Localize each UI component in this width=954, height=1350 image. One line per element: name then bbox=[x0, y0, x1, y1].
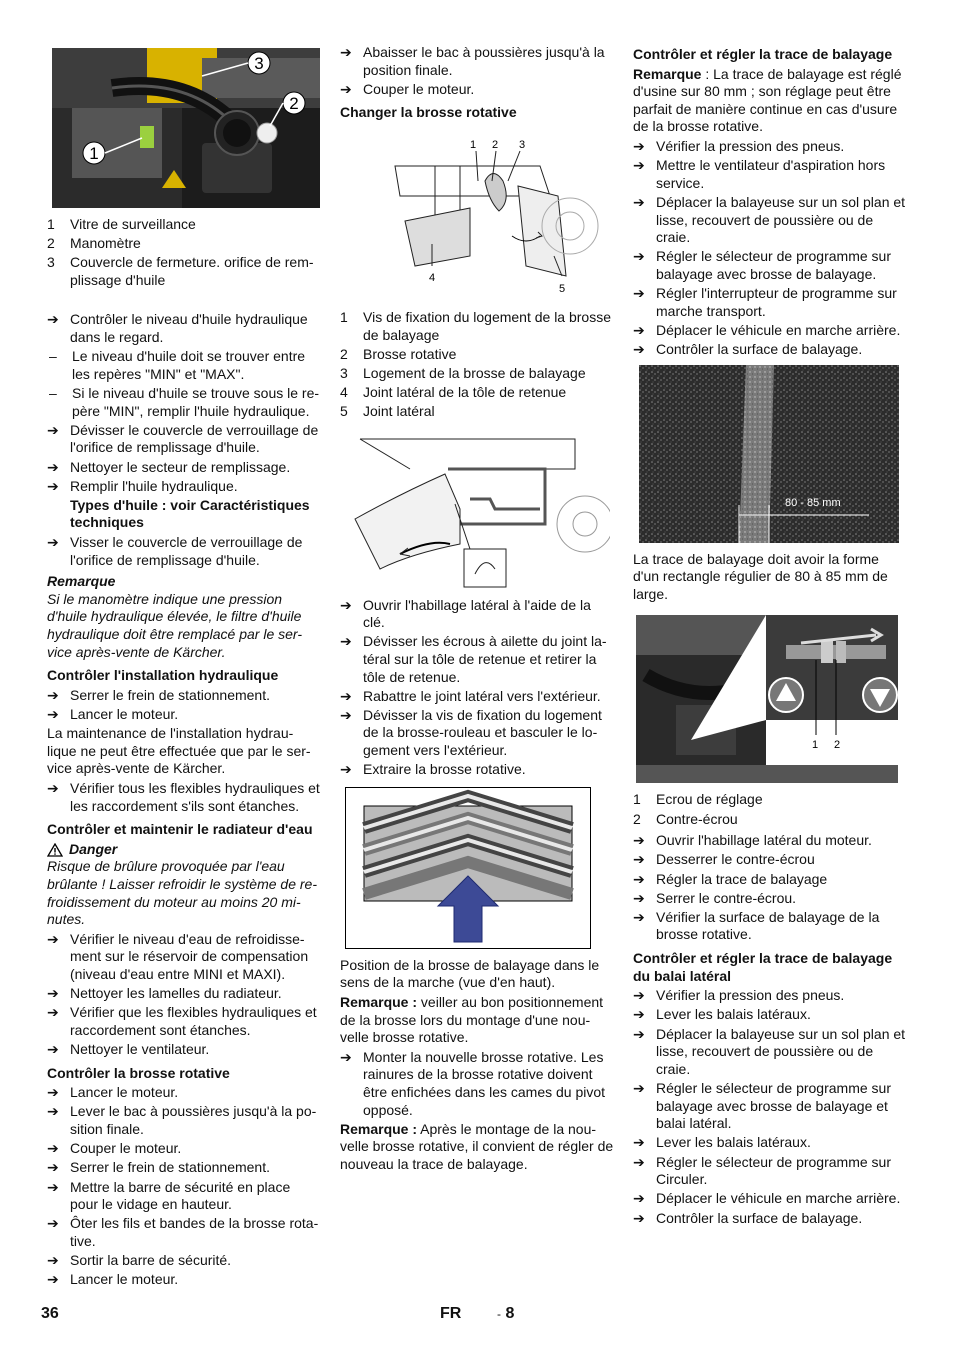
arrow-icon: ➔ bbox=[47, 1159, 59, 1176]
arrow-icon: ➔ bbox=[47, 1178, 59, 1195]
arrow-icon: ➔ bbox=[47, 1271, 59, 1288]
heading-radiator: Contrôler et maintenir le radiateur d'eau bbox=[47, 821, 313, 838]
callout-1: 1 bbox=[89, 144, 99, 163]
legend-fig1: 1 Vitre de surveillance 2 Manomètre 3 Couvercle de fermeture. orifice de rem-plissage d'huile bbox=[47, 216, 314, 288]
steps-radiator: ➔ Vérifier le niveau d'eau de refroidisse-ment sur le réservoir de compensation (niveau d'eau entre MINI et MAXI). ➔ Nettoyer les lamelles du radiateur. ➔ Vérifier que les flexibles hydrauliques et raccordement sont étanches. ➔ Nettoyer le ventilateur. bbox=[47, 930, 317, 1058]
arrow-icon: ➔ bbox=[340, 761, 352, 778]
callout-2: 2 bbox=[289, 94, 299, 113]
arrow-icon: ➔ bbox=[340, 1048, 352, 1065]
arrow-icon: ➔ bbox=[47, 1252, 59, 1269]
arrow-icon: ➔ bbox=[633, 908, 645, 925]
arrow-icon: ➔ bbox=[47, 930, 59, 947]
arrow-icon: ➔ bbox=[47, 1215, 59, 1232]
arrow-icon: ➔ bbox=[633, 248, 645, 265]
arrow-icon: ➔ bbox=[47, 1084, 59, 1101]
legend-brush: 1 Vis de fixation du logement de la brosse de balayage 2 Brosse rotative 3 Logement de la brosse de balayage 4 Joint latéral de la tôle de retenue 5 Joint latéral bbox=[340, 308, 612, 419]
column-left: 3 2 1 1 Vitre de surveillance 2 Manomètre 3 Couvercle de fermeture. orifice de rem-plissage d'huile ➔ Contrôler le niveau d'huile hydraulique dans le regard. – Le niveau d'huile doit se trouver entre les repères "MIN" et "MAX". – Si le niveau d'huile se trouve sous le re-père "MIN", remplir l'huile hydraulique. ➔ Dévisser le couvercle de verrouillage de l'orifice de remplissage d'huile. ➔ Nettoyer le secteur de remplissage. ➔ Remplir l'huile hydraulique. Types d'huile : voir Caractéristiques techniques ➔ Visser le couvercle de verrouillage de l'orifice de remplissage d'huile. Remarque Si le manomètre indique une pression d'huile hydraulique élevée, le filtre d'huile hydraulique doit être remplacé par le ser-vice après-vente de Kärcher. Contrôler l'installation hydraulique ➔ Serrer le frein de stationnement. ➔ Lancer le moteur. La maintenance de l'installation hydrau-lique ne peut être effectuée que par le ser-vice après-vente de Kärcher. ➔ Vérifier tous les flexibles hydrauliques et les raccordement s'ils sont étanches. Contrôler et maintenir le radiateur d'eau Danger Risque de brûlure provoquée par l'eau brûlante ! Laisser refroidir le système de re-froidissement du moteur au moins 20 mi-nutes. ➔ Vérifier le niveau d'eau de refroidisse-ment sur le réservoir de compensation (niveau d'eau entre MINI et MAXI). ➔ Nettoyer les lamelles du radiateur. ➔ Vérifier que les flexibles hydrauliques et raccordement sont étanches. ➔ Nettoyer le ventilateur. Contrôler la brosse rotative ➔ Lancer le moteur. ➔ Lever le bac à poussières jusqu'à la po-sition finale. ➔ Couper le moteur. ➔ Serrer le frein de stationnement. ➔ Mettre la barre de sécurité en place pour le vidage en hauteur. ➔ Ôter les fils et bandes de la brosse rota-tive. ➔ Sortir la barre de sécurité. ➔ Lancer le moteur. bbox=[47, 44, 322, 1291]
arrow-icon: ➔ bbox=[340, 687, 352, 704]
steps-change-brush: ➔ Ouvrir l'habillage latéral à l'aide de la clé. ➔ Dévisser les écrous à ailette du joint la-téral sur la tôle de retenue et retirer la tôle de retenue. ➔ Rabattre le joint latéral vers l'extérieur. ➔ Dévisser la vis de fixation du logement de la brosse-rouleau et basculer le lo-gement vers l'extérieur. ➔ Extraire la brosse rotative. bbox=[340, 596, 607, 778]
arrow-icon: ➔ bbox=[47, 1140, 59, 1157]
steps-adjustment: ➔ Ouvrir l'habillage latéral du moteur. ➔ Desserrer le contre-écrou ➔ Régler la trace de balayage ➔ Serrer le contre-écrou. ➔ Vérifier la surface de balayage de la brosse rotative. bbox=[633, 832, 880, 943]
steps-oil: ➔ Contrôler le niveau d'huile hydraulique dans le regard. – Le niveau d'huile doit se trouver entre les repères "MIN" et "MAX". – Si le niveau d'huile se trouve sous le re-père "MIN", remplir l'huile hydraulique. ➔ Dévisser le couvercle de verrouillage de l'orifice de remplissage d'huile. ➔ Nettoyer le secteur de remplissage. ➔ Remplir l'huile hydraulique. bbox=[47, 311, 320, 494]
hydraulic-tank-photo bbox=[52, 48, 320, 208]
trace-remark: Remarque : La trace de balayage est réglé d'usine sur 80 mm ; son réglage peut être parfait de manière continue en cas d'usure de la brosse rotative. bbox=[633, 65, 902, 135]
arrow-icon: ➔ bbox=[633, 193, 645, 210]
column-right bbox=[633, 44, 908, 1229]
trace-width-label: 80 - 85 mm bbox=[785, 496, 841, 509]
brush-assembly-drawing bbox=[340, 126, 610, 301]
callout-3: 3 bbox=[254, 54, 264, 73]
arrow-icon: ➔ bbox=[633, 137, 645, 154]
danger-heading: Danger bbox=[47, 841, 322, 859]
arrow-icon: ➔ bbox=[633, 1025, 645, 1042]
heading-trace: Contrôler et régler la trace de balayage bbox=[633, 46, 893, 62]
fig-label-3: 3 bbox=[519, 138, 526, 151]
arrow-icon: ➔ bbox=[47, 1041, 59, 1058]
arrow-icon: ➔ bbox=[47, 985, 59, 1002]
arrow-icon: ➔ bbox=[47, 458, 59, 475]
arrow-icon: ➔ bbox=[340, 80, 352, 97]
arrow-icon: ➔ bbox=[633, 1080, 645, 1096]
legend-adjustment: 1 Ecrou de réglage 2 Contre-écrou bbox=[633, 791, 763, 827]
fig-label-1: 1 bbox=[470, 138, 477, 151]
language-code: FR bbox=[440, 1305, 462, 1322]
heading-side-brush: Contrôler et régler la trace de balayage du balai latéral bbox=[633, 950, 893, 984]
trace-paragraph: La trace de balayage doit avoir la forme d'un rectangle régulier de 80 à 85 mm de large. bbox=[633, 550, 888, 602]
side-panel-drawing bbox=[340, 429, 610, 589]
fig-label-2: 2 bbox=[492, 138, 499, 151]
page-footer bbox=[0, 1305, 954, 1329]
arrow-icon: ➔ bbox=[47, 477, 59, 494]
adj-label-1: 1 bbox=[812, 739, 819, 752]
arrow-icon: ➔ bbox=[47, 534, 59, 551]
arrow-icon: ➔ bbox=[633, 1190, 645, 1207]
warning-icon bbox=[47, 843, 63, 857]
arrow-icon: ➔ bbox=[340, 633, 352, 650]
remark-heading: Remarque bbox=[47, 573, 116, 590]
arrow-icon: ➔ bbox=[633, 321, 645, 338]
arrow-icon: ➔ bbox=[47, 686, 59, 703]
hydraulic-paragraph: La maintenance de l'installation hydrau-lique ne peut être effectuée que par le ser-vice après-vente de Kärcher. bbox=[47, 725, 311, 777]
arrow-icon: ➔ bbox=[633, 1134, 645, 1151]
heading-change-brush: Changer la brosse rotative bbox=[340, 104, 517, 121]
oil-types-note: Types d'huile : voir Caractéristiques techniques bbox=[70, 496, 310, 531]
remark-2: Remarque : Après le montage de la nou-velle brosse rotative, il convient de régler de nouveau la trace de balayage. bbox=[340, 1120, 614, 1172]
steps-side-brush: ➔ Vérifier la pression des pneus. ➔ Lever les balais latéraux. ➔ Déplacer la balayeuse sur un sol plan et lisse, recouvert de poussière ou de craie. ➔ Régler le sélecteur de programme sur balayage avec brosse de balayage et balai latéral. ➔ Lever les balais latéraux. ➔ Régler le sélecteur de programme sur Circuler. ➔ Déplacer le véhicule en marche arrière. ➔ Contrôler la surface de balayage. bbox=[633, 987, 906, 1226]
sweep-trace-photo bbox=[639, 365, 899, 543]
steps-trace: ➔ Vérifier la pression des pneus. ➔ Mettre le ventilateur d'aspiration hors service. ➔ Déplacer la balayeuse sur un sol plan et lisse, recouvert de poussière ou de craie. ➔ Régler le sélecteur de programme sur balayage avec brosse de balayage. ➔ Régler l'interrupteur de programme sur marche transport. ➔ Déplacer le véhicule en marche arrière. ➔ Contrôler la surface de balayage. bbox=[633, 137, 906, 358]
brush-orientation-diagram bbox=[345, 787, 591, 949]
arrow-icon: ➔ bbox=[340, 596, 352, 613]
arrow-icon: ➔ bbox=[47, 779, 59, 796]
arrow-icon: ➔ bbox=[633, 285, 645, 302]
remark-text: Si le manomètre indique une pression d'huile hydraulique élevée, le filtre d'huile hydraulique doit être remplacé par le ser-vice après-vente de Kärcher. bbox=[47, 590, 302, 660]
arrow-icon: ➔ bbox=[633, 1209, 645, 1226]
danger-text: Risque de brûlure provoquée par l'eau brûlante ! Laisser refroidir le système de re-froidissement du moteur au moins 20 mi-nutes. bbox=[47, 858, 317, 928]
arrow-icon: ➔ bbox=[47, 706, 59, 722]
arrow-icon: ➔ bbox=[340, 44, 352, 60]
page-number: 36 bbox=[41, 1305, 59, 1322]
arrow-icon: ➔ bbox=[633, 1006, 645, 1023]
heading-check-brush: Contrôler la brosse rotative bbox=[47, 1064, 230, 1081]
remark-1: Remarque : veiller au bon positionnement de la brosse lors du montage d'une nou-velle brosse rotative. bbox=[340, 994, 604, 1046]
sub-page-number: - 8 bbox=[497, 1305, 515, 1322]
arrow-icon: ➔ bbox=[47, 311, 59, 328]
arrow-icon: ➔ bbox=[633, 157, 645, 174]
position-paragraph: Position de la brosse de balayage dans le sens de la marche (vue d'en haut). bbox=[340, 956, 600, 991]
arrow-icon: ➔ bbox=[633, 1153, 645, 1170]
heading-hydraulic: Contrôler l'installation hydraulique bbox=[47, 667, 279, 684]
arrow-icon: ➔ bbox=[340, 706, 352, 723]
arrow-icon: ➔ bbox=[47, 1004, 59, 1021]
arrow-icon: ➔ bbox=[47, 1103, 59, 1120]
steps-check-brush: ➔ Lancer le moteur. ➔ Lever le bac à poussières jusqu'à la po-sition finale. ➔ Couper le moteur. ➔ Serrer le frein de stationnement. ➔ Mettre la barre de sécurité en place pour le vidage en hauteur. ➔ Ôter les fils et bandes de la brosse rota-tive. ➔ Sortir la barre de sécurité. ➔ Lancer le moteur. bbox=[47, 1084, 319, 1288]
arrow-icon: ➔ bbox=[633, 987, 645, 1004]
adj-label-2: 2 bbox=[834, 739, 841, 752]
arrow-icon: ➔ bbox=[633, 889, 645, 906]
adjustment-photo bbox=[636, 615, 898, 783]
fig-label-5: 5 bbox=[559, 282, 566, 295]
arrow-icon: ➔ bbox=[633, 341, 645, 358]
arrow-icon: ➔ bbox=[47, 421, 59, 438]
arrow-icon: ➔ bbox=[633, 832, 645, 849]
arrow-icon: ➔ bbox=[633, 870, 645, 887]
fig-label-4: 4 bbox=[429, 271, 436, 284]
column-middle: ➔ Abaisser le bac à poussières jusqu'à la position finale. ➔ Couper le moteur. Changer la brosse rotative 1 2 3 4 5 1 Vis de fixation du logement de la brosse de balayage 2 Brosse rotative 3 Logement de la brosse de balayage 4 Joint latéral de la tôle de retenue 5 Joint latéral ➔ Ouvrir l'habillage latéral à l'aide de la clé. ➔ Dévisser les écrous à ailette du joint la-téral sur la tôle de retenue et retirer la tôle de retenue. ➔ Rabattre le joint latéral vers l'extérieur. ➔ Dévisser la vis de fixation du logement de la brosse-rouleau et basculer le lo-gement vers l'extérieur. ➔ Extraire la brosse rotative. Position de la brosse de balayage dans le sens de la marche (vue d'en haut). Remarque : veiller au bon positionnement de la brosse lors du montage d'une nou-velle brosse rotative. ➔ Monter la nouvelle brosse rotative. Les rainures de la brosse rotative doivent être enfichées dans les cames du pivot opposé. Remarque : Après le montage de la nou-velle brosse rotative, il convient de régler de nouveau la trace de balayage. bbox=[340, 44, 616, 1176]
arrow-icon: ➔ bbox=[633, 851, 645, 868]
